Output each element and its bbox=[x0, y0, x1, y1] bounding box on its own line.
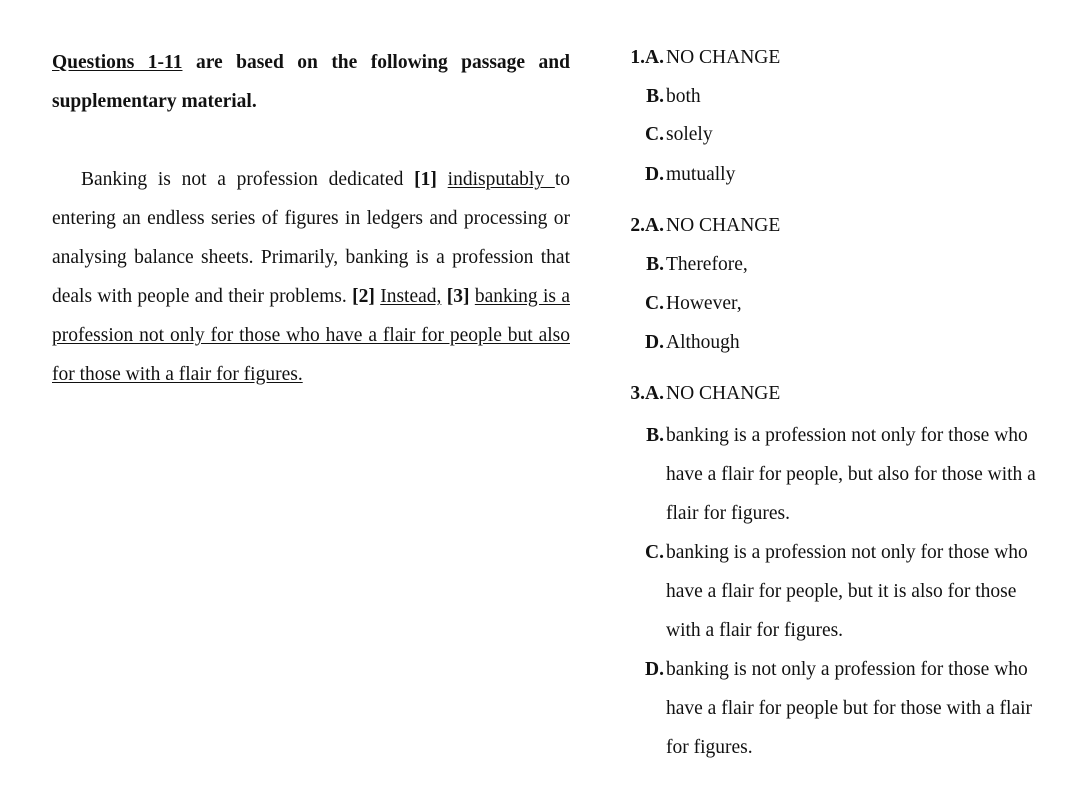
choice-3c[interactable] bbox=[606, 538, 1056, 641]
question-number: 1. bbox=[630, 47, 646, 68]
passage-segment: Banking is not a profession dedicated bbox=[81, 169, 415, 190]
passage-heading bbox=[52, 43, 570, 121]
underlined-segment-2: Instead, bbox=[380, 286, 442, 307]
marker-1: [1] bbox=[414, 169, 437, 190]
choice-text: both bbox=[666, 86, 701, 107]
choice-letter: A. bbox=[645, 383, 664, 404]
choice-1d[interactable] bbox=[606, 160, 1056, 190]
choice-text: Therefore, bbox=[666, 254, 748, 275]
heading-text: are based on the following passage and supplementary material. bbox=[52, 52, 570, 112]
choice-2d[interactable] bbox=[606, 328, 1056, 358]
choice-letter: B. bbox=[646, 86, 664, 107]
choice-2c[interactable] bbox=[606, 289, 1056, 319]
question-number: 2. bbox=[630, 215, 646, 236]
choice-text: banking is a profession not only for those who have a flair for people, but it is also for those with a flair for figures. bbox=[666, 542, 1028, 641]
choice-text: However, bbox=[666, 293, 742, 314]
questions-range: Questions 1-11 bbox=[52, 52, 183, 73]
choice-letter: A. bbox=[645, 47, 664, 68]
choice-1a[interactable] bbox=[606, 43, 1056, 73]
passage-column bbox=[52, 43, 570, 394]
marker-3: [3] bbox=[446, 286, 470, 307]
underlined-segment-1: indisputably bbox=[447, 169, 555, 190]
passage-segment: to entering an endless series of figures in ledgers and processing or analysing balance sheets. Primarily, banking is a profession that deals with people and their problems. bbox=[52, 169, 570, 307]
choice-text: Although bbox=[666, 332, 740, 353]
question-number: 3. bbox=[630, 383, 646, 404]
choice-3d[interactable] bbox=[606, 655, 1056, 758]
choice-letter: B. bbox=[646, 254, 664, 275]
passage-text bbox=[52, 160, 570, 394]
choice-text: mutually bbox=[666, 164, 736, 185]
choice-label bbox=[630, 383, 664, 405]
spacer bbox=[437, 169, 448, 190]
choice-1b[interactable] bbox=[606, 82, 1056, 112]
choice-text: banking is a profession not only for those who have a flair for people, but also for those with a flair for figures. bbox=[666, 425, 1036, 524]
choice-3b[interactable] bbox=[606, 421, 1056, 524]
choice-letter: D. bbox=[645, 659, 664, 680]
choice-letter: A. bbox=[645, 215, 664, 236]
choice-text: NO CHANGE bbox=[666, 47, 781, 68]
choice-text: banking is not only a profession for those who have a flair for people but for those with a flair for figures. bbox=[666, 659, 1033, 758]
choice-letter: C. bbox=[645, 124, 664, 145]
choice-letter: C. bbox=[645, 293, 664, 314]
choice-label bbox=[630, 215, 664, 237]
choice-1c[interactable] bbox=[606, 120, 1056, 150]
underlined-segment-3: banking is a profession not only for those who have a flair for people but also for those with a flair for figures. bbox=[52, 286, 570, 385]
choice-letter: D. bbox=[645, 332, 664, 353]
choice-text: solely bbox=[666, 124, 713, 145]
choice-2a[interactable] bbox=[606, 211, 1056, 241]
choice-letter: D. bbox=[645, 164, 664, 185]
choice-text: NO CHANGE bbox=[666, 383, 781, 404]
choice-letter: C. bbox=[645, 542, 664, 563]
marker-2: [2] bbox=[352, 286, 375, 307]
choice-label bbox=[630, 47, 664, 69]
choice-2b[interactable] bbox=[606, 250, 1056, 280]
choice-3a[interactable] bbox=[606, 379, 1056, 409]
choice-text: NO CHANGE bbox=[666, 215, 781, 236]
choice-letter: B. bbox=[646, 425, 664, 446]
